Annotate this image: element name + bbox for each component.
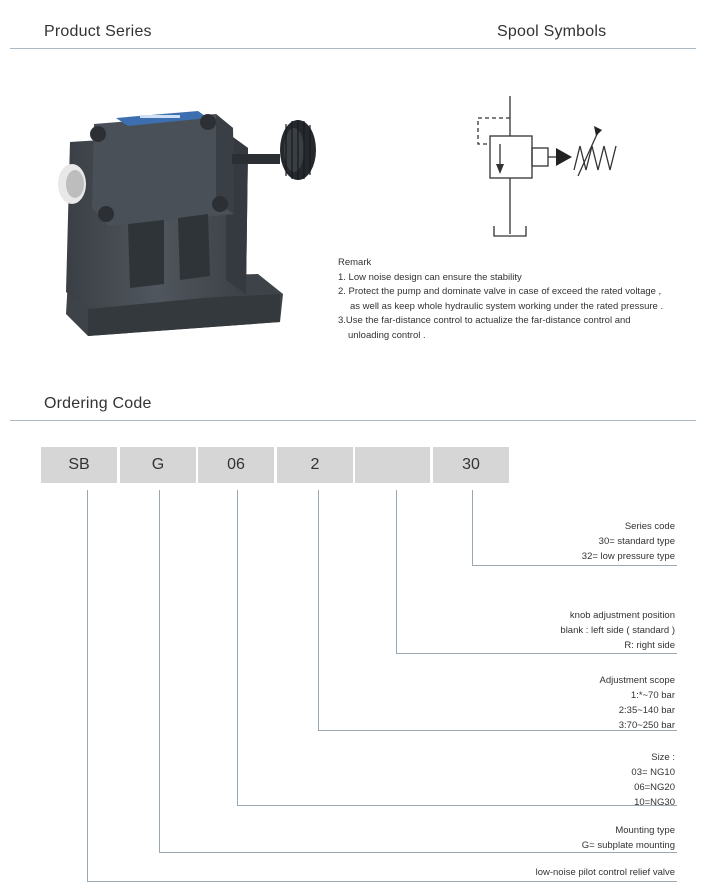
product-series-title: Product Series	[44, 23, 152, 40]
remark-line: 3.Use the far-distance control to actualize the far-distance control and	[338, 315, 631, 326]
desc-line: G= subplate mounting	[581, 840, 675, 851]
code-box-knob	[355, 447, 430, 483]
header-rule	[10, 48, 696, 49]
desc-line: 32= low pressure type	[581, 551, 675, 562]
spool-symbols-title: Spool Symbols	[497, 23, 607, 40]
connector-knob-h	[396, 653, 677, 654]
relief-valve-photo	[48, 104, 338, 344]
desc-line: 1:*~70 bar	[630, 690, 675, 701]
desc-line: 06=NG20	[634, 782, 675, 793]
connector-adjust	[318, 490, 319, 730]
desc-line: blank : left side ( standard )	[560, 625, 675, 636]
remark-title: Remark	[338, 257, 372, 268]
remark-line: unloading control .	[348, 329, 426, 341]
connector-mounting	[159, 490, 160, 852]
desc-title: Size :	[651, 752, 675, 763]
spool-symbol-diagram	[470, 96, 630, 246]
series-code-desc	[582, 519, 675, 564]
valve-type-desc	[536, 865, 675, 880]
desc-title: low-noise pilot control relief valve	[535, 867, 675, 878]
mounting-desc	[582, 823, 675, 853]
desc-line: 3:70~250 bar	[618, 720, 675, 731]
code-box-mounting: G	[120, 447, 196, 483]
connector-type	[87, 490, 88, 881]
desc-line: 30= standard type	[598, 536, 675, 547]
desc-title: knob adjustment position	[569, 610, 675, 621]
connector-series	[472, 490, 473, 565]
ordering-code-title: Ordering Code	[44, 395, 152, 412]
connector-knob	[396, 490, 397, 653]
code-box-series: SB	[41, 447, 117, 483]
ordering-code-rule	[10, 420, 696, 421]
desc-line: 2:35~140 bar	[618, 705, 675, 716]
desc-title: Adjustment scope	[599, 675, 675, 686]
desc-line: R: right side	[624, 640, 675, 651]
connector-size-h	[237, 805, 677, 806]
remark-line: 2. Protect the pump and dominate valve in case of exceed the rated voltage ,	[338, 286, 662, 297]
code-box-size: 06	[198, 447, 274, 483]
adjustment-desc	[599, 673, 675, 733]
desc-title: Mounting type	[615, 825, 675, 836]
remark-line: 1. Low noise design can ensure the stability	[338, 271, 522, 283]
connector-series-h	[472, 565, 677, 566]
desc-title: Series code	[624, 521, 675, 532]
size-desc	[631, 750, 675, 810]
remark-block	[338, 256, 718, 343]
desc-line: 10=NG30	[634, 797, 675, 808]
connector-type-h	[87, 881, 677, 882]
code-box-adjustment: 2	[277, 447, 353, 483]
connector-size	[237, 490, 238, 805]
knob-desc	[560, 608, 675, 653]
code-box-series-code: 30	[433, 447, 509, 483]
desc-line: 03= NG10	[631, 767, 675, 778]
remark-line: as well as keep whole hydraulic system working under the rated pressure .	[350, 300, 664, 312]
